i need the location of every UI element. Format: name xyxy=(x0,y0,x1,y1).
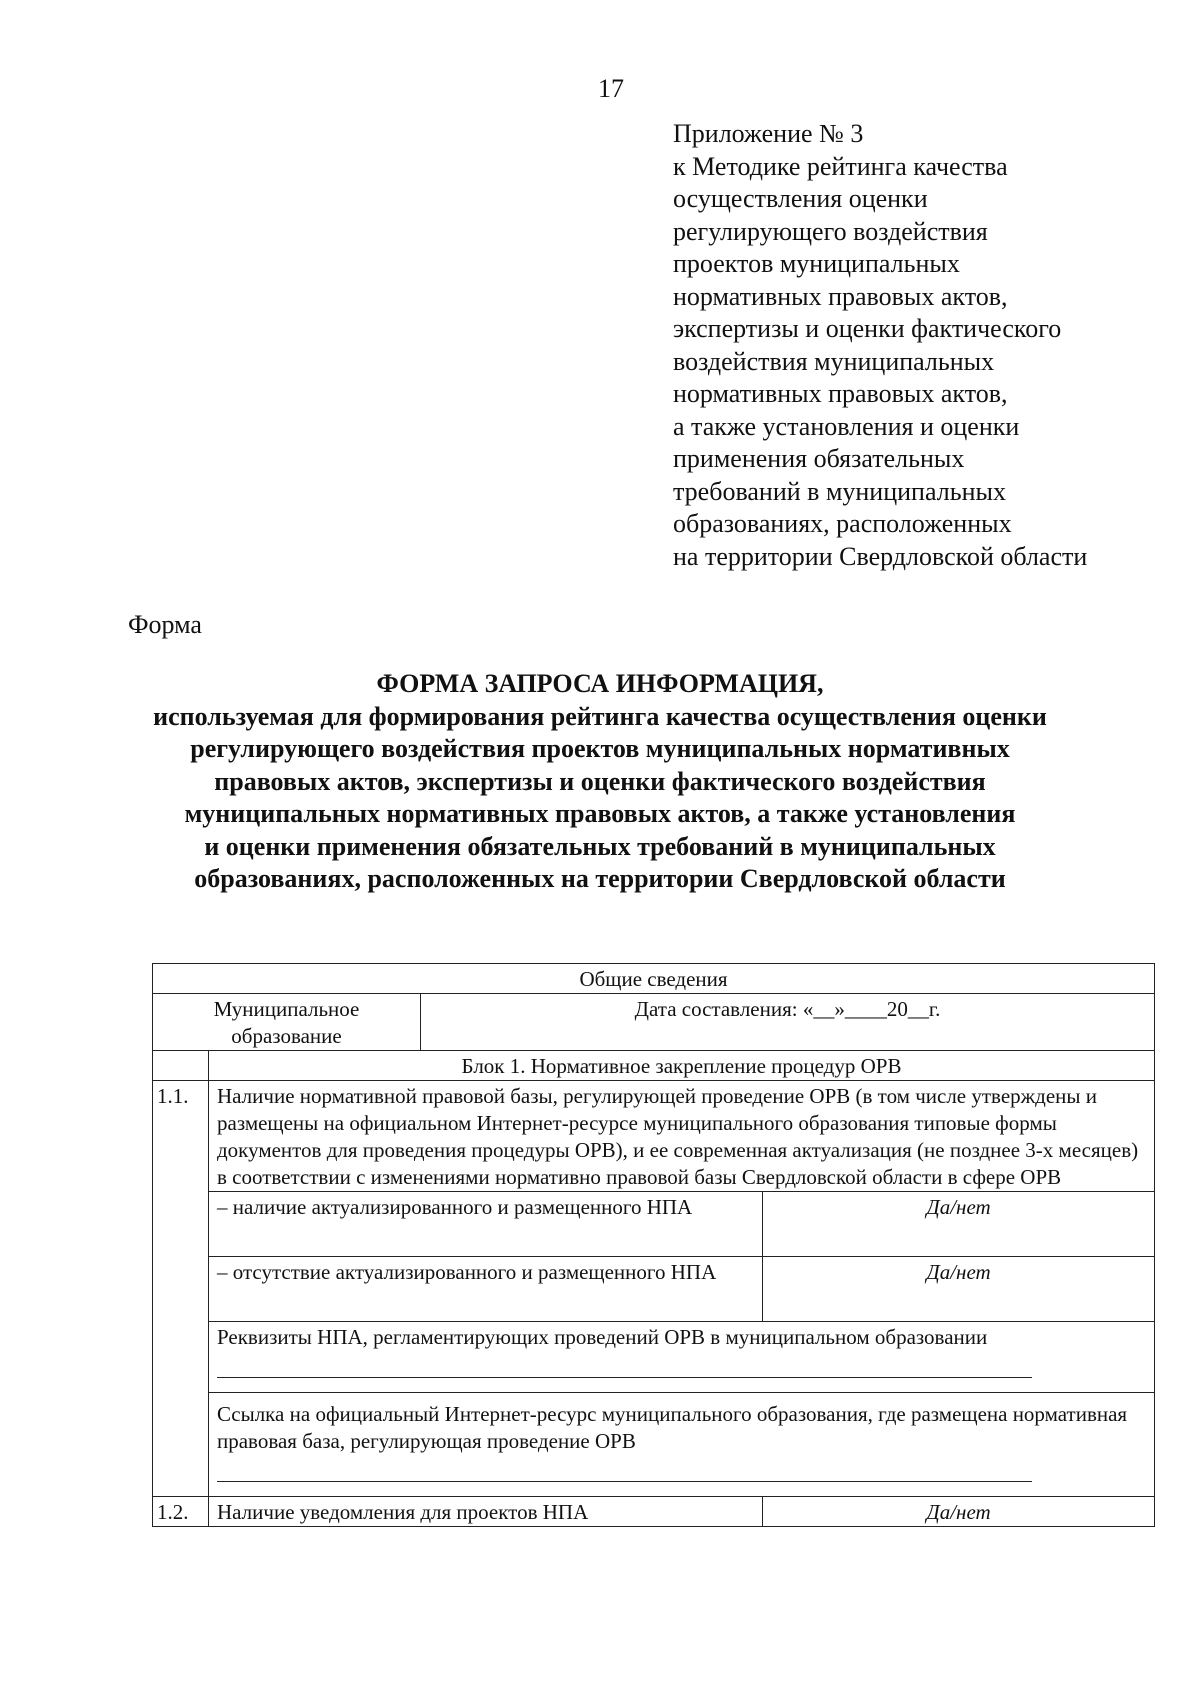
appendix-line: требований в муниципальных xyxy=(673,476,1006,506)
table-row xyxy=(153,1081,1155,1192)
title-line: и оценки применения обязательных требований в муниципальных xyxy=(204,831,996,861)
appendix-line: нормативных правовых актов, xyxy=(673,281,1008,311)
appendix-line: экспертизы и оценки фактического xyxy=(673,314,1062,343)
table-row xyxy=(153,1257,1155,1322)
item-1-2-text: Наличие уведомления для проектов НПА xyxy=(209,1497,763,1527)
appendix-line: применения обязательных xyxy=(673,444,965,473)
table-row xyxy=(153,1051,1155,1081)
link-label: Ссылка на официальный Интернет-ресурс муниципального образования, где размещена нормативная правовая база, регулирующая проведение ОРВ xyxy=(217,1402,1128,1453)
information-request-table xyxy=(152,963,1155,1527)
title-line: ФОРМА ЗАПРОСА ИНФОРМАЦИЯ, xyxy=(376,669,824,698)
appendix-header xyxy=(673,118,1087,573)
option-a-label: – наличие актуализированного и размещенного НПА xyxy=(209,1192,763,1257)
item-1-1-text: Наличие нормативной правовой базы, регулирующей проведение ОРВ (в том числе утверждены и размещены на официальном Интернет-ресурсе муниципального образования типовые формы документов для проведения процедуры ОРВ), и ее современная актуализация (не позднее 3-х месяцев) в соответствии с изменениями нормативно правовой базы Свердловской области в сфере ОРВ xyxy=(209,1081,1155,1192)
table-row xyxy=(153,994,1155,1051)
title-line: регулирующего воздействия проектов муниципальных нормативных xyxy=(190,734,1010,763)
appendix-line: воздействия муниципальных xyxy=(673,346,995,376)
item-1-2-answer[interactable]: Да/нет xyxy=(763,1497,1155,1527)
block-1-title: Блок 1. Нормативное закрепление процедур ОРВ xyxy=(209,1051,1155,1081)
title-line: муниципальных нормативных правовых актов, а также установления xyxy=(184,799,1016,828)
link-input-line[interactable] xyxy=(217,1455,1032,1482)
appendix-line: к Методике рейтинга качества xyxy=(673,151,1008,181)
table-row xyxy=(153,1393,1155,1497)
requisites-label: Реквизиты НПА, регламентирующих проведений ОРВ в муниципальном образовании xyxy=(217,1325,988,1349)
table-row xyxy=(153,1497,1155,1527)
municipality-label: Муниципальное образование xyxy=(153,994,421,1051)
form-label: Форма xyxy=(128,610,202,639)
item-number: 1.1. xyxy=(153,1081,209,1497)
appendix-line: проектов муниципальных xyxy=(673,249,960,278)
option-b-answer[interactable]: Да/нет xyxy=(763,1257,1155,1322)
appendix-line: Приложение № 3 xyxy=(673,119,864,148)
appendix-line: на территории Свердловской области xyxy=(673,541,1088,571)
empty-cell xyxy=(153,1051,209,1081)
table-row xyxy=(153,964,1155,994)
title-line: образованиях, расположенных на территории Свердловской области xyxy=(194,864,1006,893)
date-field[interactable]: Дата составления: «__»____20__г. xyxy=(421,994,1155,1051)
title-line: используемая для формирования рейтинга качества осуществления оценки xyxy=(153,701,1047,731)
appendix-line: регулирующего воздействия xyxy=(673,216,988,246)
appendix-line: образованиях, расположенных xyxy=(673,509,1012,538)
table-row xyxy=(153,1192,1155,1257)
appendix-line: нормативных правовых актов, xyxy=(673,379,1008,408)
table-row xyxy=(153,1322,1155,1393)
title-line: правовых актов, экспертизы и оценки фактического воздействия xyxy=(214,766,986,796)
item-number: 1.2. xyxy=(153,1497,209,1527)
option-b-label: – отсутствие актуализированного и размещенного НПА xyxy=(209,1257,763,1322)
document-title xyxy=(100,668,1100,896)
general-info-heading: Общие сведения xyxy=(153,964,1155,994)
requisites-input-line[interactable] xyxy=(217,1351,1032,1378)
page-number: 17 xyxy=(598,74,624,103)
requisites-cell xyxy=(209,1322,1155,1393)
option-a-answer[interactable]: Да/нет xyxy=(763,1192,1155,1257)
appendix-line: осуществления оценки xyxy=(673,184,928,213)
appendix-line: а также установления и оценки xyxy=(673,411,1020,441)
link-cell xyxy=(209,1393,1155,1497)
